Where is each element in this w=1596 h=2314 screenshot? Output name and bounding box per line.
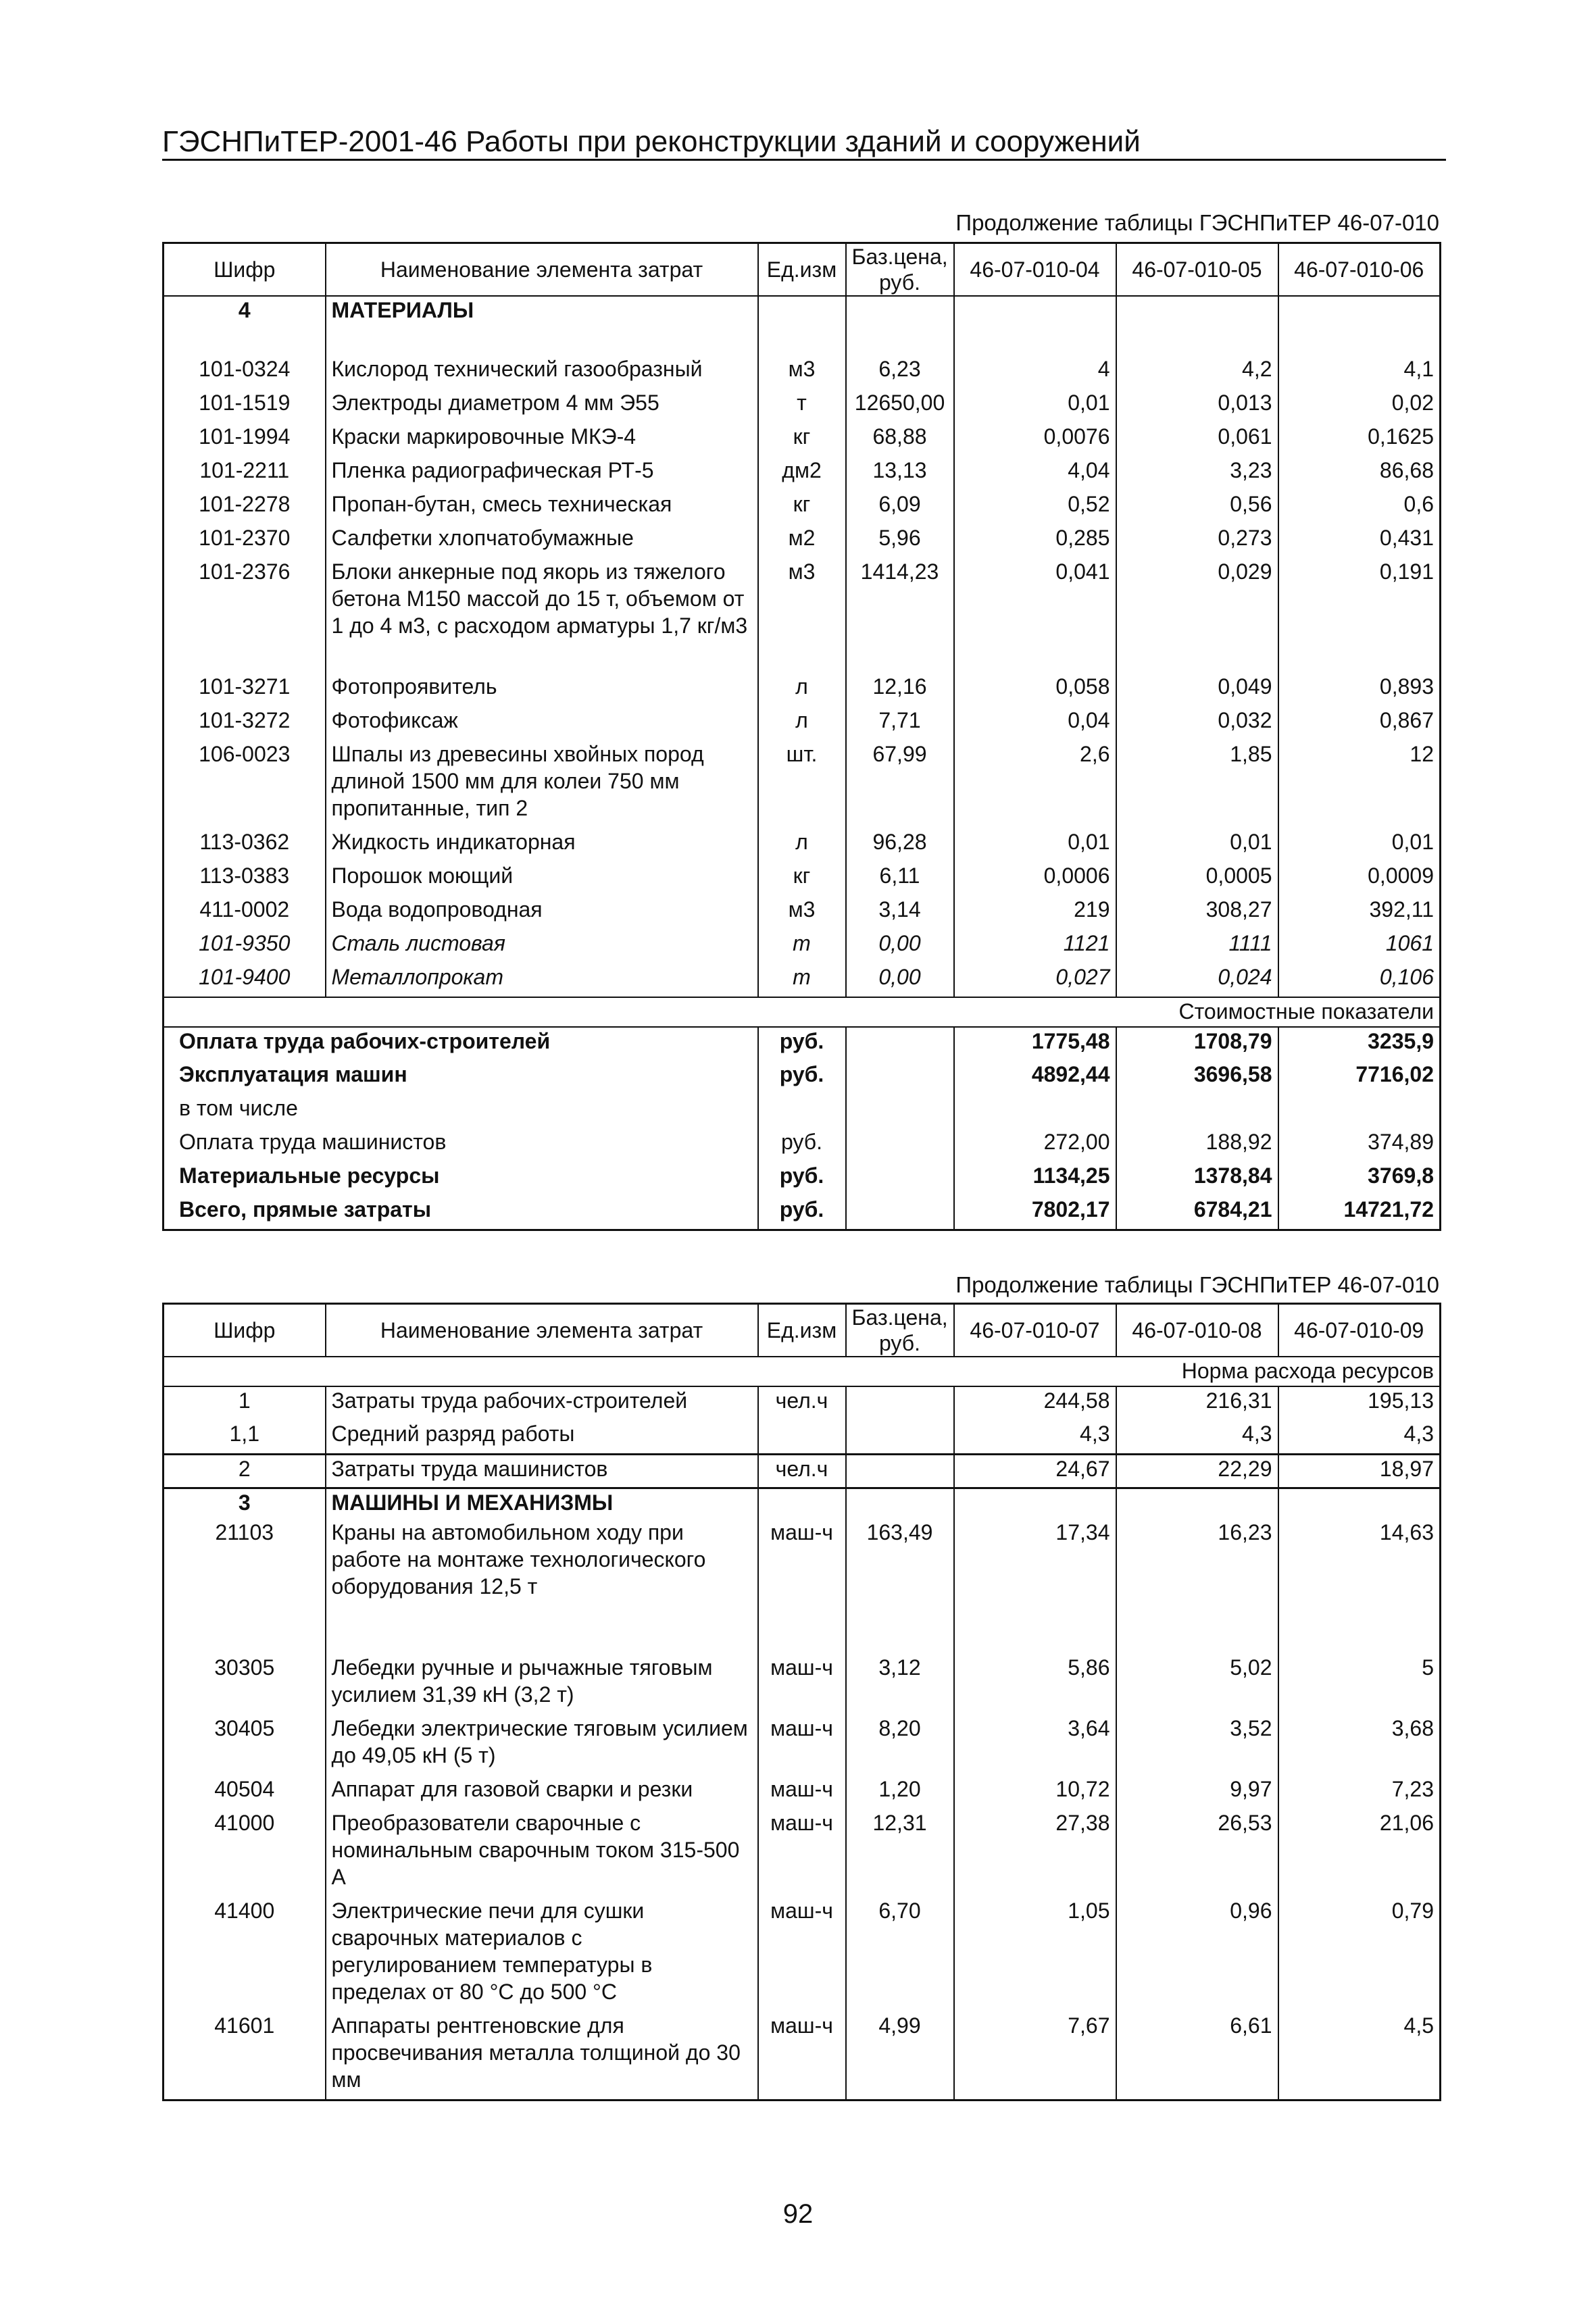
table-row — [164, 524, 1441, 558]
row-code: 1 — [164, 1386, 326, 1420]
row-value-2: 4,3 — [1116, 1420, 1278, 1454]
row-base-price: 7,71 — [846, 707, 954, 740]
row-value-3: 0,01 — [1278, 828, 1441, 862]
summary-unit — [758, 1095, 846, 1128]
col-code-header: Шифр — [164, 243, 326, 297]
row-code: 101-9350 — [164, 930, 326, 963]
row-base-price — [846, 1420, 954, 1454]
summary-unit: руб. — [758, 1027, 846, 1061]
row-unit: т — [758, 930, 846, 963]
row-name: Электрические печи для сушки сварочных материалов с регулированием температуры в пределах от 80 °С до 500 °С — [326, 1897, 758, 2012]
row-value-2: 9,97 — [1116, 1776, 1278, 1809]
row-value-1: 0,0076 — [954, 423, 1116, 457]
row-name: Блоки анкерные под якорь из тяжелого бетона М150 массой до 15 т, объемом от 1 до 4 м3, с расходом арматуры 1,7 кг/м3 — [326, 558, 758, 673]
summary-unit: руб. — [758, 1162, 846, 1196]
row-name: Салфетки хлопчатобумажные — [326, 524, 758, 558]
row-code: 101-2211 — [164, 457, 326, 491]
col-code-header: Шифр — [164, 1304, 326, 1357]
table-row — [164, 1420, 1441, 1454]
row-value-2: 26,53 — [1116, 1809, 1278, 1897]
row-value-1: 1121 — [954, 930, 1116, 963]
summary-value-1: 7802,17 — [954, 1196, 1116, 1230]
table-row — [164, 558, 1441, 673]
row-value-1: 4,3 — [954, 1420, 1116, 1454]
table-row — [164, 673, 1441, 707]
section-code: 3 — [164, 1488, 326, 1519]
row-code: 21103 — [164, 1519, 326, 1654]
row-value-1: 244,58 — [954, 1386, 1116, 1420]
row-code: 113-0362 — [164, 828, 326, 862]
summary-row — [164, 1095, 1441, 1128]
row-base-price: 96,28 — [846, 828, 954, 862]
summary-value-1: 1775,48 — [954, 1027, 1116, 1061]
summary-value-1: 272,00 — [954, 1128, 1116, 1162]
row-base-price: 0,00 — [846, 963, 954, 997]
row-value-1: 0,52 — [954, 491, 1116, 524]
summary-value-1: 1134,25 — [954, 1162, 1116, 1196]
row-name: Средний разряд работы — [326, 1420, 758, 1454]
materials-table — [162, 242, 1441, 1231]
table-row — [164, 1809, 1441, 1897]
row-name: Краны на автомобильном ходу при работе на монтаже технологического оборудования 12,5 т — [326, 1519, 758, 1654]
row-unit: шт. — [758, 740, 846, 828]
row-value-1: 2,6 — [954, 740, 1116, 828]
row-code: 101-1994 — [164, 423, 326, 457]
empty-cell — [846, 1061, 954, 1095]
row-base-price: 0,00 — [846, 930, 954, 963]
table-row — [164, 740, 1441, 828]
machinery-table — [162, 1303, 1441, 2101]
row-unit: м3 — [758, 896, 846, 930]
row-name: Лебедки ручные и рычажные тяговым усилием 31,39 кН (3,2 т) — [326, 1654, 758, 1715]
row-code: 41000 — [164, 1809, 326, 1897]
row-value-1: 0,027 — [954, 963, 1116, 997]
row-value-1: 1,05 — [954, 1897, 1116, 2012]
col-price-header: Баз.цена, руб. — [846, 243, 954, 297]
summary-value-3: 7716,02 — [1278, 1061, 1441, 1095]
row-value-3: 1061 — [1278, 930, 1441, 963]
row-code: 40504 — [164, 1776, 326, 1809]
table-row — [164, 1519, 1441, 1654]
row-name: Порошок моющий — [326, 862, 758, 896]
row-value-2: 0,0005 — [1116, 862, 1278, 896]
table-row — [164, 1386, 1441, 1420]
row-value-2: 0,01 — [1116, 828, 1278, 862]
row-base-price: 68,88 — [846, 423, 954, 457]
table-row — [164, 1654, 1441, 1715]
row-value-1: 27,38 — [954, 1809, 1116, 1897]
row-value-3: 18,97 — [1278, 1454, 1441, 1488]
summary-unit: руб. — [758, 1128, 846, 1162]
summary-label: Материальные ресурсы — [164, 1162, 758, 1196]
row-value-1: 4,04 — [954, 457, 1116, 491]
row-code: 106-0023 — [164, 740, 326, 828]
row-base-price: 13,13 — [846, 457, 954, 491]
summary-value-1: 4892,44 — [954, 1061, 1116, 1095]
row-value-2: 22,29 — [1116, 1454, 1278, 1488]
row-value-3: 0,79 — [1278, 1897, 1441, 2012]
row-value-1: 0,04 — [954, 707, 1116, 740]
row-name: Кислород технический газообразный — [326, 355, 758, 389]
row-value-3: 0,6 — [1278, 491, 1441, 524]
col-name-header: Наименование элемента затрат — [326, 243, 758, 297]
table-row — [164, 2012, 1441, 2100]
row-value-2: 5,02 — [1116, 1654, 1278, 1715]
summary-row — [164, 1162, 1441, 1196]
section-row — [164, 296, 1441, 328]
table-row — [164, 1897, 1441, 2012]
row-value-1: 24,67 — [954, 1454, 1116, 1488]
summary-row — [164, 1196, 1441, 1230]
row-value-3: 4,5 — [1278, 2012, 1441, 2100]
summary-value-2: 188,92 — [1116, 1128, 1278, 1162]
row-unit: кг — [758, 491, 846, 524]
table2-caption: Продолжение таблицы ГЭСНПиТЕР 46-07-010 — [955, 1272, 1439, 1297]
section-title: МАТЕРИАЛЫ — [326, 296, 758, 328]
row-value-2: 0,56 — [1116, 491, 1278, 524]
row-value-3: 14,63 — [1278, 1519, 1441, 1654]
summary-value-2: 1708,79 — [1116, 1027, 1278, 1061]
table-row — [164, 491, 1441, 524]
col-v3-header: 46-07-010-09 — [1278, 1304, 1441, 1357]
row-unit: т — [758, 389, 846, 423]
row-unit: л — [758, 707, 846, 740]
row-value-1: 0,285 — [954, 524, 1116, 558]
empty-cell — [954, 1488, 1116, 1519]
empty-cell — [846, 1488, 954, 1519]
summary-value-3: 374,89 — [1278, 1128, 1441, 1162]
col-price-header: Баз.цена, руб. — [846, 1304, 954, 1357]
table-row — [164, 355, 1441, 389]
row-value-3: 0,893 — [1278, 673, 1441, 707]
section-code: 4 — [164, 296, 326, 328]
col-v2-header: 46-07-010-05 — [1116, 243, 1278, 297]
section-row — [164, 1488, 1441, 1519]
row-value-2: 0,029 — [1116, 558, 1278, 673]
row-name: Шпалы из древесины хвойных пород длиной 1500 мм для колеи 750 мм пропитанные, тип 2 — [326, 740, 758, 828]
table-row — [164, 862, 1441, 896]
table-row — [164, 389, 1441, 423]
row-name: Затраты труда рабочих-строителей — [326, 1386, 758, 1420]
col-unit-header: Ед.изм — [758, 1304, 846, 1357]
row-base-price: 5,96 — [846, 524, 954, 558]
row-unit: чел.ч — [758, 1386, 846, 1420]
row-value-3: 0,431 — [1278, 524, 1441, 558]
summary-value-2: 3696,58 — [1116, 1061, 1278, 1095]
row-name: Фотофиксаж — [326, 707, 758, 740]
row-code: 101-0324 — [164, 355, 326, 389]
row-unit: кг — [758, 423, 846, 457]
table-header-row — [164, 1304, 1441, 1357]
row-value-2: 0,273 — [1116, 524, 1278, 558]
row-value-3: 7,23 — [1278, 1776, 1441, 1809]
summary-value-3: 14721,72 — [1278, 1196, 1441, 1230]
row-base-price: 6,09 — [846, 491, 954, 524]
row-value-3: 4,3 — [1278, 1420, 1441, 1454]
summary-row — [164, 1128, 1441, 1162]
table-row — [164, 963, 1441, 997]
row-value-2: 0,96 — [1116, 1897, 1278, 2012]
row-value-3: 195,13 — [1278, 1386, 1441, 1420]
row-base-price: 12650,00 — [846, 389, 954, 423]
row-code: 41400 — [164, 1897, 326, 2012]
row-code: 101-1519 — [164, 389, 326, 423]
summary-value-3: 3235,9 — [1278, 1027, 1441, 1061]
row-name: Аппарат для газовой сварки и резки — [326, 1776, 758, 1809]
row-value-3: 0,106 — [1278, 963, 1441, 997]
summary-value-3 — [1278, 1095, 1441, 1128]
table-row — [164, 930, 1441, 963]
row-unit: маш-ч — [758, 2012, 846, 2100]
row-base-price: 3,12 — [846, 1654, 954, 1715]
row-value-2: 0,032 — [1116, 707, 1278, 740]
row-unit: л — [758, 828, 846, 862]
row-unit: маш-ч — [758, 1897, 846, 2012]
spacer-row — [164, 328, 1441, 355]
row-value-3: 4,1 — [1278, 355, 1441, 389]
empty-cell — [1116, 296, 1278, 328]
row-name: Затраты труда машинистов — [326, 1454, 758, 1488]
row-base-price — [846, 1386, 954, 1420]
table1-caption: Продолжение таблицы ГЭСНПиТЕР 46-07-010 — [955, 210, 1439, 235]
col-name-header: Наименование элемента затрат — [326, 1304, 758, 1357]
row-code: 101-2376 — [164, 558, 326, 673]
row-name: Фотопроявитель — [326, 673, 758, 707]
row-unit: м2 — [758, 524, 846, 558]
cost-indicators-band — [164, 997, 1441, 1027]
table-header-row — [164, 243, 1441, 297]
row-code: 101-3272 — [164, 707, 326, 740]
row-value-1: 10,72 — [954, 1776, 1116, 1809]
row-value-1: 0,01 — [954, 828, 1116, 862]
empty-cell — [846, 1027, 954, 1061]
row-name: Аппараты рентгеновские для просвечивания металла толщиной до 30 мм — [326, 2012, 758, 2100]
row-value-1: 5,86 — [954, 1654, 1116, 1715]
summary-value-2 — [1116, 1095, 1278, 1128]
row-code: 30405 — [164, 1715, 326, 1776]
row-value-3: 0,867 — [1278, 707, 1441, 740]
row-value-2: 1111 — [1116, 930, 1278, 963]
row-base-price: 1,20 — [846, 1776, 954, 1809]
row-value-2: 3,23 — [1116, 457, 1278, 491]
row-unit: м3 — [758, 558, 846, 673]
row-value-2: 308,27 — [1116, 896, 1278, 930]
col-v1-header: 46-07-010-07 — [954, 1304, 1116, 1357]
empty-cell — [758, 296, 846, 328]
row-code: 101-2370 — [164, 524, 326, 558]
row-unit: чел.ч — [758, 1454, 846, 1488]
summary-row — [164, 1027, 1441, 1061]
row-code: 101-2278 — [164, 491, 326, 524]
row-name: Преобразователи сварочные с номинальным сварочным током 315-500 А — [326, 1809, 758, 1897]
row-value-2: 0,024 — [1116, 963, 1278, 997]
summary-value-3: 3769,8 — [1278, 1162, 1441, 1196]
summary-value-1 — [954, 1095, 1116, 1128]
table-row — [164, 1715, 1441, 1776]
summary-label: в том числе — [164, 1095, 758, 1128]
row-unit: м3 — [758, 355, 846, 389]
row-name: Жидкость индикаторная — [326, 828, 758, 862]
empty-cell — [846, 296, 954, 328]
table-row — [164, 896, 1441, 930]
row-base-price: 67,99 — [846, 740, 954, 828]
empty-cell — [846, 1196, 954, 1230]
row-value-3: 3,68 — [1278, 1715, 1441, 1776]
row-value-1: 219 — [954, 896, 1116, 930]
row-name: Вода водопроводная — [326, 896, 758, 930]
table-row — [164, 457, 1441, 491]
row-value-1: 7,67 — [954, 2012, 1116, 2100]
row-value-2: 3,52 — [1116, 1715, 1278, 1776]
row-value-1: 3,64 — [954, 1715, 1116, 1776]
empty-cell — [846, 1095, 954, 1128]
row-value-2: 216,31 — [1116, 1386, 1278, 1420]
resource-norm-label: Норма расхода ресурсов — [164, 1357, 1441, 1386]
empty-cell — [1278, 1488, 1441, 1519]
table-row — [164, 707, 1441, 740]
row-unit: маш-ч — [758, 1519, 846, 1654]
summary-label: Оплата труда машинистов — [164, 1128, 758, 1162]
row-name: Электроды диаметром 4 мм Э55 — [326, 389, 758, 423]
row-unit: кг — [758, 862, 846, 896]
summary-label: Эксплуатация машин — [164, 1061, 758, 1095]
row-name: Металлопрокат — [326, 963, 758, 997]
row-value-1: 17,34 — [954, 1519, 1116, 1654]
row-code: 2 — [164, 1454, 326, 1488]
row-value-3: 0,1625 — [1278, 423, 1441, 457]
row-code: 30305 — [164, 1654, 326, 1715]
row-unit: дм2 — [758, 457, 846, 491]
col-v1-header: 46-07-010-04 — [954, 243, 1116, 297]
row-value-1: 0,041 — [954, 558, 1116, 673]
row-code: 101-3271 — [164, 673, 326, 707]
row-unit: маш-ч — [758, 1776, 846, 1809]
row-value-2: 0,049 — [1116, 673, 1278, 707]
row-base-price — [846, 1454, 954, 1488]
col-unit-header: Ед.изм — [758, 243, 846, 297]
row-value-2: 4,2 — [1116, 355, 1278, 389]
table-row — [164, 1776, 1441, 1809]
row-base-price: 8,20 — [846, 1715, 954, 1776]
summary-label: Всего, прямые затраты — [164, 1196, 758, 1230]
row-value-1: 0,01 — [954, 389, 1116, 423]
row-base-price: 4,99 — [846, 2012, 954, 2100]
row-value-2: 16,23 — [1116, 1519, 1278, 1654]
row-code: 41601 — [164, 2012, 326, 2100]
summary-label: Оплата труда рабочих-строителей — [164, 1027, 758, 1061]
page-header: ГЭСНПиТЕР-2001-46 Работы при реконструкции зданий и сооружений — [162, 125, 1446, 161]
resource-norm-band — [164, 1357, 1441, 1386]
row-code: 101-9400 — [164, 963, 326, 997]
row-value-3: 86,68 — [1278, 457, 1441, 491]
row-value-1: 4 — [954, 355, 1116, 389]
summary-unit: руб. — [758, 1196, 846, 1230]
table-row — [164, 423, 1441, 457]
row-base-price: 3,14 — [846, 896, 954, 930]
row-name: Пропан-бутан, смесь техническая — [326, 491, 758, 524]
row-code: 113-0383 — [164, 862, 326, 896]
row-unit: т — [758, 963, 846, 997]
summary-row — [164, 1061, 1441, 1095]
row-base-price: 12,16 — [846, 673, 954, 707]
row-value-3: 0,191 — [1278, 558, 1441, 673]
row-value-1: 0,058 — [954, 673, 1116, 707]
row-base-price: 6,70 — [846, 1897, 954, 2012]
row-value-2: 0,013 — [1116, 389, 1278, 423]
row-unit — [758, 1420, 846, 1454]
table-row — [164, 828, 1441, 862]
empty-cell — [758, 1488, 846, 1519]
row-name: Краски маркировочные МКЭ-4 — [326, 423, 758, 457]
row-value-1: 0,0006 — [954, 862, 1116, 896]
row-name: Сталь листовая — [326, 930, 758, 963]
row-value-3: 12 — [1278, 740, 1441, 828]
row-base-price: 163,49 — [846, 1519, 954, 1654]
page-number: 92 — [782, 2199, 814, 2229]
col-v2-header: 46-07-010-08 — [1116, 1304, 1278, 1357]
row-value-3: 21,06 — [1278, 1809, 1441, 1897]
row-code: 1,1 — [164, 1420, 326, 1454]
empty-cell — [1116, 1488, 1278, 1519]
cost-indicators-label: Стоимостные показатели — [164, 997, 1441, 1027]
summary-value-2: 6784,21 — [1116, 1196, 1278, 1230]
row-unit: маш-ч — [758, 1654, 846, 1715]
summary-value-2: 1378,84 — [1116, 1162, 1278, 1196]
row-value-2: 0,061 — [1116, 423, 1278, 457]
row-value-3: 0,0009 — [1278, 862, 1441, 896]
row-value-2: 1,85 — [1116, 740, 1278, 828]
summary-unit: руб. — [758, 1061, 846, 1095]
row-base-price: 6,11 — [846, 862, 954, 896]
col-v3-header: 46-07-010-06 — [1278, 243, 1441, 297]
row-unit: л — [758, 673, 846, 707]
empty-cell — [954, 296, 1116, 328]
row-base-price: 1414,23 — [846, 558, 954, 673]
row-unit: маш-ч — [758, 1715, 846, 1776]
empty-cell — [846, 1128, 954, 1162]
row-base-price: 12,31 — [846, 1809, 954, 1897]
row-value-3: 0,02 — [1278, 389, 1441, 423]
row-name: Лебедки электрические тяговым усилием до 49,05 кН (5 т) — [326, 1715, 758, 1776]
row-name: Пленка радиографическая РТ-5 — [326, 457, 758, 491]
row-value-2: 6,61 — [1116, 2012, 1278, 2100]
row-base-price: 6,23 — [846, 355, 954, 389]
row-unit: маш-ч — [758, 1809, 846, 1897]
empty-cell — [846, 1162, 954, 1196]
section-title: МАШИНЫ И МЕХАНИЗМЫ — [326, 1488, 758, 1519]
row-value-3: 5 — [1278, 1654, 1441, 1715]
row-code: 411-0002 — [164, 896, 326, 930]
empty-cell — [1278, 296, 1441, 328]
table-row — [164, 1454, 1441, 1488]
row-value-3: 392,11 — [1278, 896, 1441, 930]
